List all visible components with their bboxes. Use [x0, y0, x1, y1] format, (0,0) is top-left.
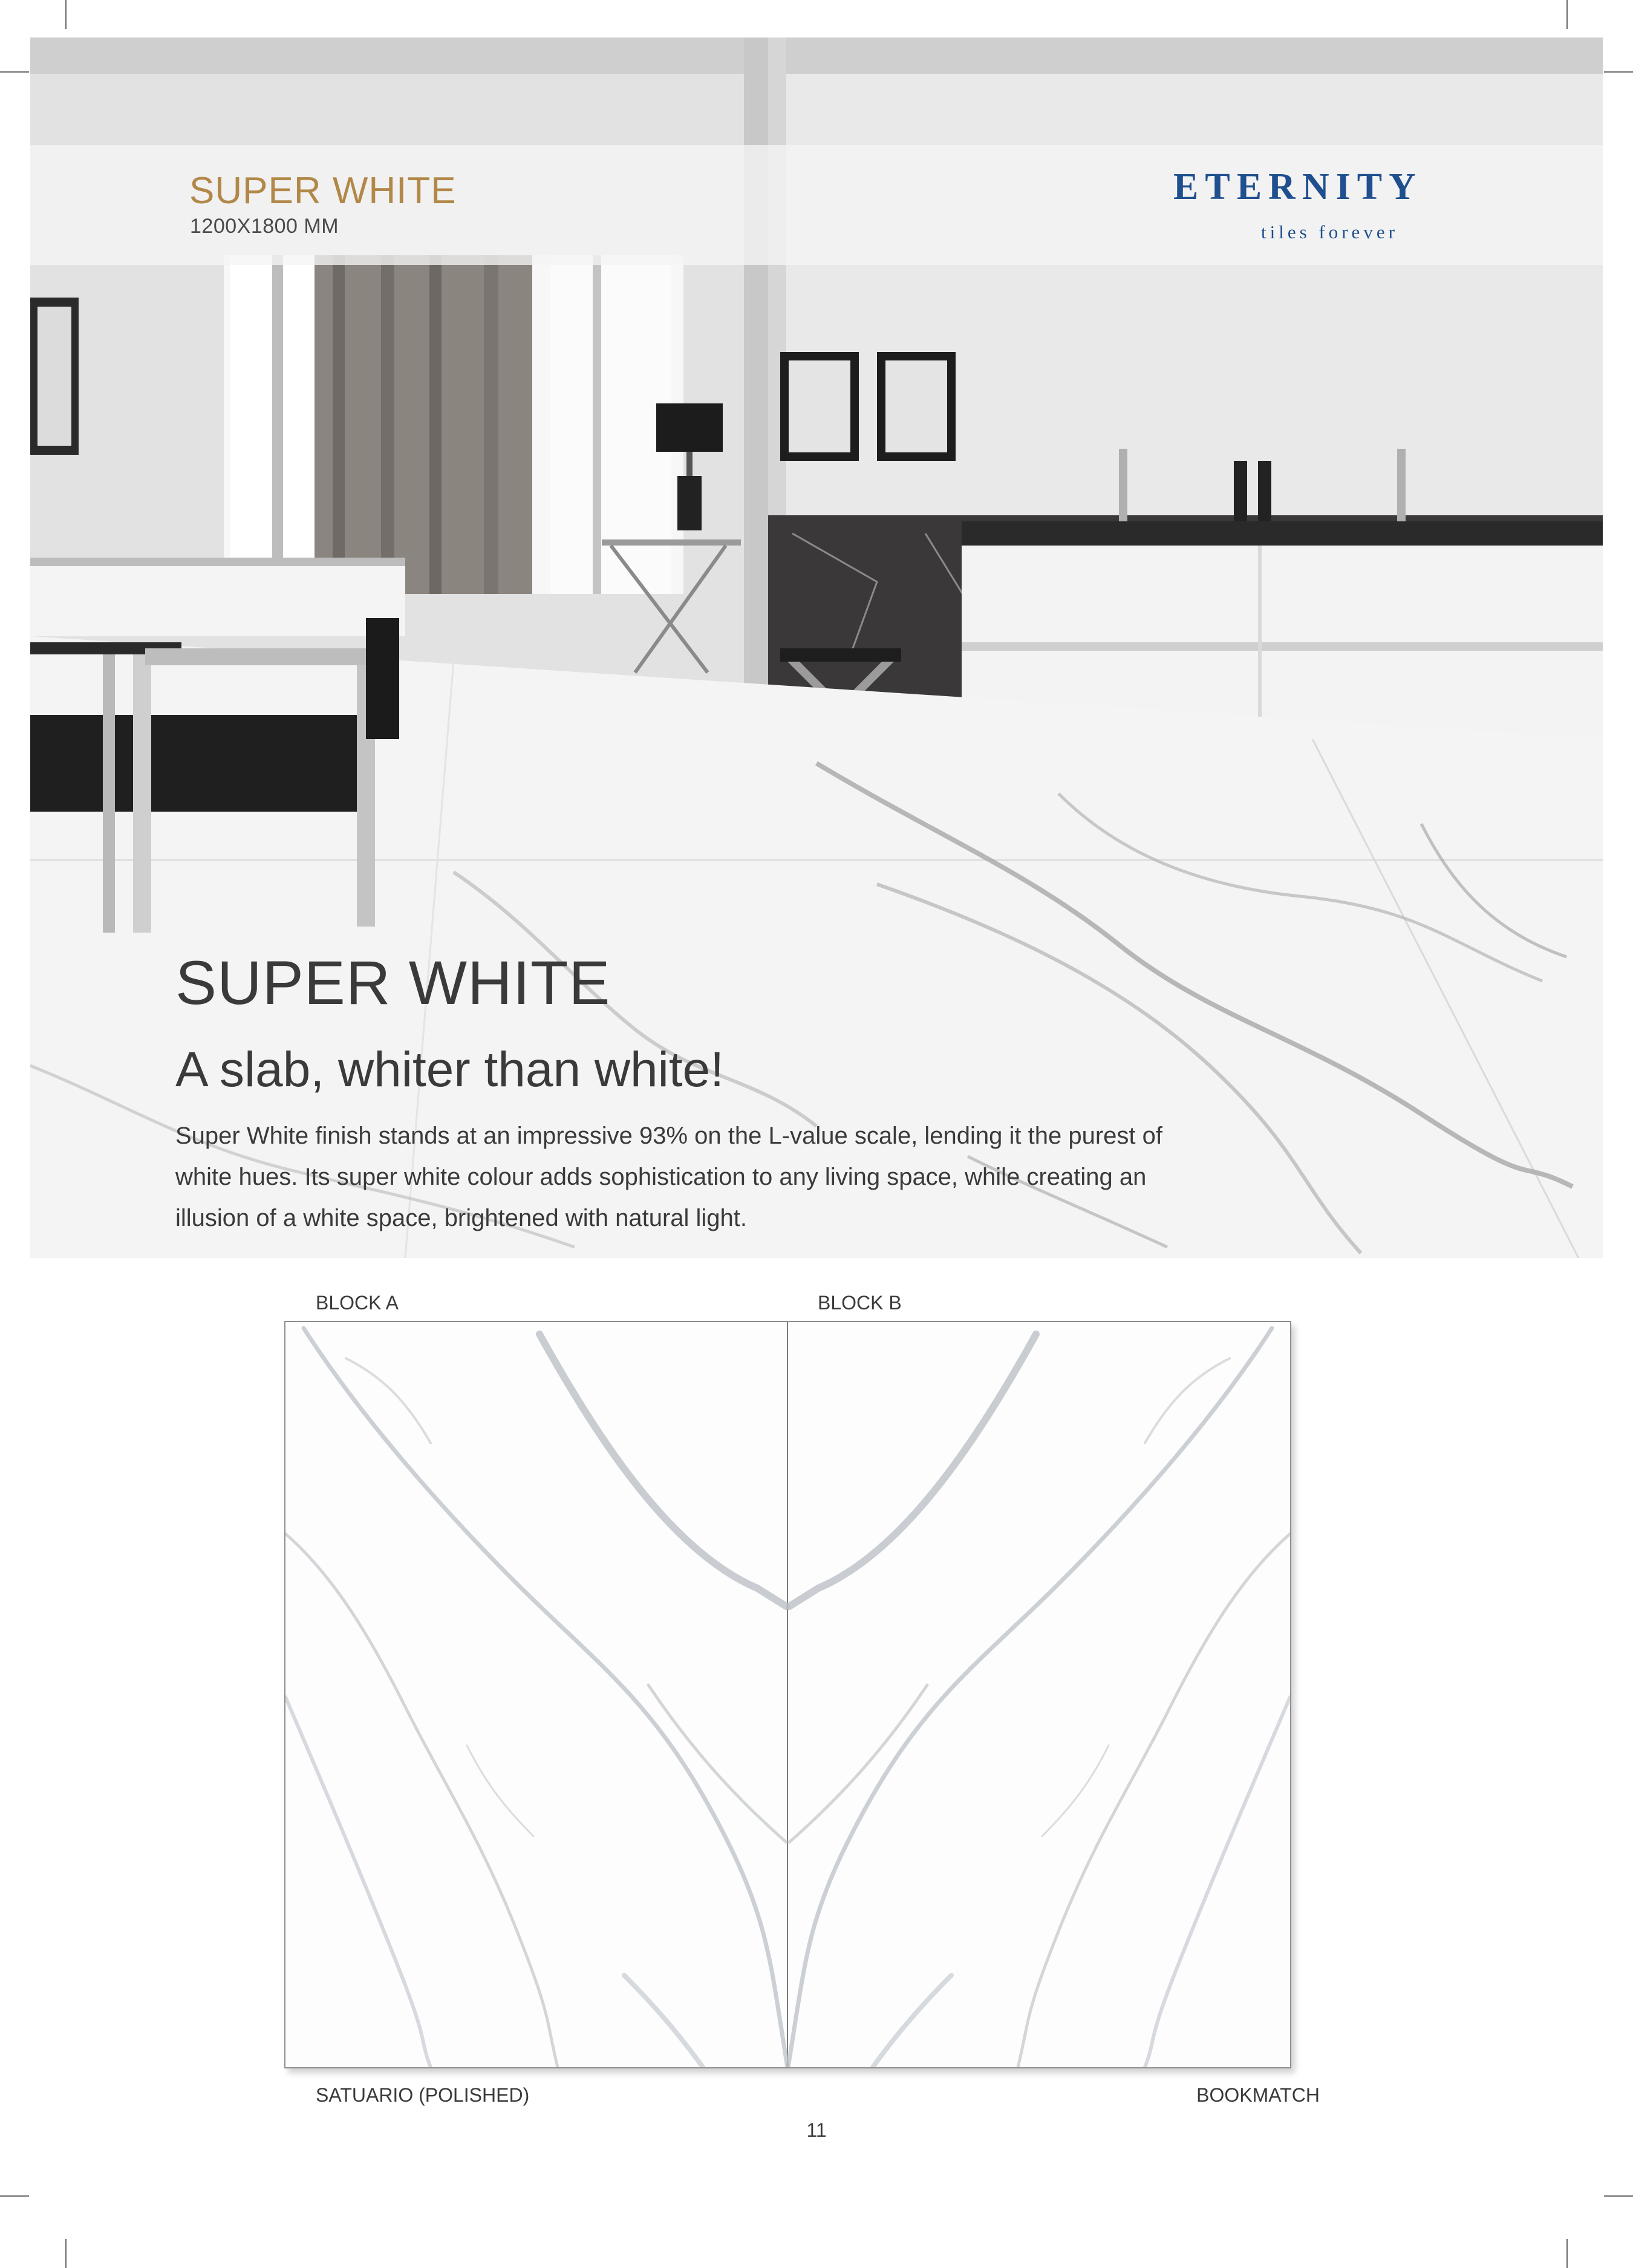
feature-subtitle: A slab, whiter than white!	[175, 1042, 725, 1097]
crop-mark	[1566, 0, 1568, 29]
pattern-caption: BOOKMATCH	[1196, 2084, 1320, 2106]
bookmatch-slab-image	[284, 1321, 1291, 2068]
block-a-label: BLOCK A	[316, 1292, 399, 1314]
product-name: SUPER WHITE	[189, 170, 457, 212]
hero-photo	[30, 37, 1603, 1258]
feature-title: SUPER WHITE	[175, 948, 611, 1017]
crop-mark	[65, 0, 67, 29]
material-caption: SATUARIO (POLISHED)	[316, 2084, 530, 2106]
crop-mark	[0, 71, 29, 73]
product-size: 1200X1800 MM	[190, 215, 339, 238]
block-b-label: BLOCK B	[818, 1292, 902, 1314]
crop-mark	[1566, 2239, 1568, 2268]
crop-mark	[1604, 71, 1633, 73]
crop-mark	[65, 2239, 67, 2268]
brand-logo-name: ETERNITY	[1173, 166, 1423, 207]
feature-description: Super White finish stands at an impressive 93% on the L-value scale, lending it the purest of white hues. Its super white colour adds sophistication to any living space, while creating an illusion of a white space, brightened with natural light.	[175, 1123, 1163, 1231]
brand-logo	[1173, 166, 1476, 281]
brand-logo-tagline: tiles forever	[1261, 221, 1398, 243]
marble-veining-illustration	[285, 1322, 1290, 2067]
crop-mark	[1604, 2195, 1633, 2197]
crop-mark	[0, 2195, 29, 2197]
page-number: 11	[806, 2119, 827, 2141]
